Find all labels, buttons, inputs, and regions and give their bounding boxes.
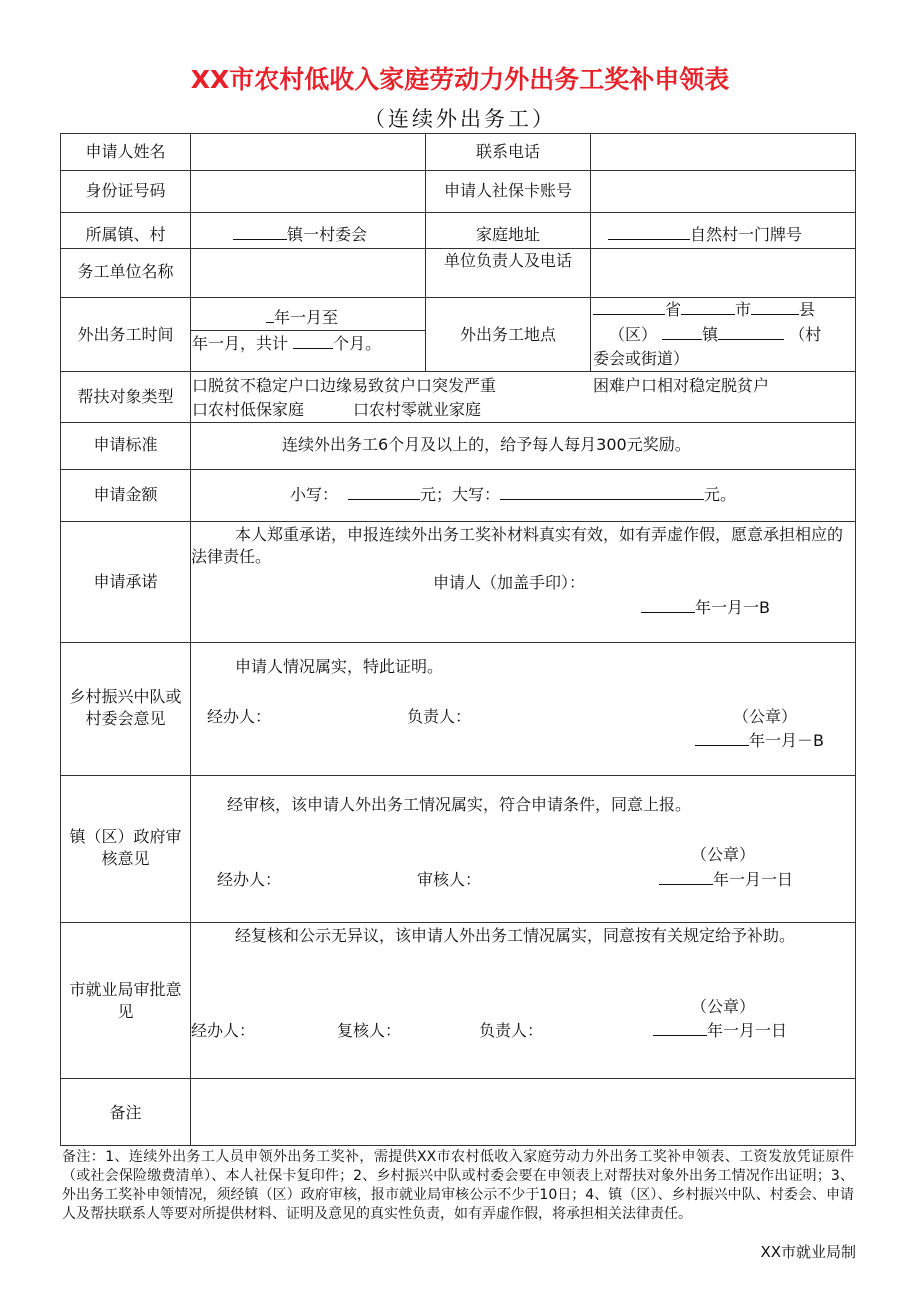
village-date: 年一月－B bbox=[695, 730, 824, 752]
promise-signature: 申请人（加盖手印）： bbox=[433, 573, 586, 592]
row-divider bbox=[61, 297, 855, 298]
city-opinion-text: 经复核和公示无异议，该申请人外出务工情况属实，同意按有关规定给予补助。 bbox=[235, 926, 796, 945]
town-reviewer: 审核人： bbox=[417, 870, 482, 889]
village-opinion-text: 申请人情况属实，特此证明。 bbox=[235, 657, 444, 676]
city-date: 年一月一日 bbox=[653, 1020, 787, 1042]
city-handler: 经办人： bbox=[191, 1021, 256, 1040]
amount-value: 小写： 元；大写： 元。 bbox=[290, 485, 737, 504]
town-village-value: 镇一村委会 bbox=[233, 224, 367, 246]
work-time-label: 外出务工时间 bbox=[77, 325, 174, 344]
row-divider bbox=[61, 248, 855, 249]
row-divider bbox=[61, 371, 855, 372]
id-number-label: 身份证号码 bbox=[85, 181, 166, 200]
row-divider bbox=[61, 212, 855, 213]
employer-label: 务工单位名称 bbox=[77, 262, 174, 281]
footer-maker: XX市就业局制 bbox=[760, 1243, 856, 1261]
support-type-label: 帮扶对象类型 bbox=[77, 387, 174, 406]
row-divider bbox=[61, 469, 855, 470]
row-divider bbox=[61, 422, 855, 423]
promise-label: 申请承诺 bbox=[93, 572, 158, 591]
city-opinion-label: 市就业局审批意见 bbox=[69, 980, 182, 1021]
town-opinion-label: 镇（区）政府审核意见 bbox=[69, 827, 182, 868]
city-seal: （公章） bbox=[691, 997, 756, 1016]
standard-label: 申请标准 bbox=[93, 435, 158, 454]
social-card-label: 申请人社保卡账号 bbox=[443, 181, 572, 200]
support-option-line2b: 口农村零就业家庭 bbox=[353, 400, 482, 419]
city-rechecker: 复核人： bbox=[337, 1021, 402, 1040]
row-divider bbox=[61, 922, 855, 923]
work-time-end: 年一月，共计 个月。 bbox=[192, 334, 382, 353]
work-time-divider bbox=[191, 330, 425, 331]
remarks-label: 备注 bbox=[109, 1103, 142, 1122]
applicant-name-label: 申请人姓名 bbox=[85, 142, 166, 161]
label-column-divider bbox=[190, 134, 191, 1146]
support-option-line1: 口脱贫不稳定户口边缘易致贫户口突发严重 bbox=[192, 376, 497, 395]
city-leader: 负责人： bbox=[479, 1021, 544, 1040]
work-place-line1: 省 市 县 bbox=[593, 299, 815, 321]
town-opinion-text: 经审核，该申请人外出务工情况属实，符合申请条件，同意上报。 bbox=[227, 795, 692, 814]
village-opinion-label: 乡村振兴中队或村委会意见 bbox=[69, 687, 182, 728]
work-time-start: 年一月至 bbox=[266, 307, 338, 329]
employer-contact-label: 单位负责人及电话 bbox=[443, 251, 572, 270]
work-place-label: 外出务工地点 bbox=[459, 325, 556, 344]
town-handler: 经办人： bbox=[217, 870, 282, 889]
home-address-label: 家庭地址 bbox=[475, 225, 540, 244]
village-seal: （公章） bbox=[733, 707, 798, 726]
row-divider bbox=[61, 775, 855, 776]
village-handler: 经办人： bbox=[207, 707, 272, 726]
promise-date: 年一月一B bbox=[641, 597, 770, 619]
form-title: XX市农村低收入家庭劳动力外出务工奖补申领表 bbox=[190, 65, 730, 94]
row-divider bbox=[61, 1078, 855, 1079]
row-divider bbox=[61, 642, 855, 643]
town-date: 年一月一日 bbox=[659, 869, 793, 891]
contact-phone-label: 联系电话 bbox=[475, 142, 540, 161]
row-divider bbox=[61, 521, 855, 522]
row-divider bbox=[61, 170, 855, 171]
form-subtitle: （连续外出务工） bbox=[364, 107, 556, 131]
work-place-line2: （区） 镇 （村 bbox=[609, 325, 822, 344]
mid-column-divider bbox=[590, 134, 591, 371]
amount-label: 申请金额 bbox=[93, 485, 158, 504]
home-address-value: 自然村一门牌号 bbox=[608, 224, 802, 246]
support-option-line2a: 口农村低保家庭 bbox=[192, 400, 305, 419]
promise-text: 本人郑重承诺，申报连续外出务工奖补材料真实有效，如有弄虚作假，愿意承担相应的法律责任。 bbox=[191, 525, 844, 566]
footer-note: 备注：1、连续外出务工人员申领外出务工奖补，需提供XX市农村低收入家庭劳动力外出务工奖补申领表、工资发放凭证原件（或社会保险缴费清单）、本人社保卡复印件；2、乡村振兴中队或村委会要在申领表上对帮扶对象外出务工情况作出证明；3、外出务工奖补申领情况，须经镇（区）政府审核，报市就业局审核公示不少于10日；4、镇（区）、乡村振兴中队、村委会、申请人及帮扶联系人等要对所提供材料、证明及意见的真实性负责，如有弄虚作假，将承担相关法律责任。 bbox=[62, 1149, 854, 1222]
town-seal: （公章） bbox=[691, 845, 756, 864]
work-place-line3: 委会或街道） bbox=[593, 349, 690, 368]
standard-value: 连续外出务工6个月及以上的，给予每人每月300元奖励。 bbox=[282, 435, 691, 454]
application-form-table bbox=[60, 133, 856, 1146]
town-village-label: 所属镇、村 bbox=[85, 225, 166, 244]
village-leader: 负责人： bbox=[407, 707, 472, 726]
support-option-line1b: 困难户口相对稳定脱贫户 bbox=[593, 376, 770, 395]
